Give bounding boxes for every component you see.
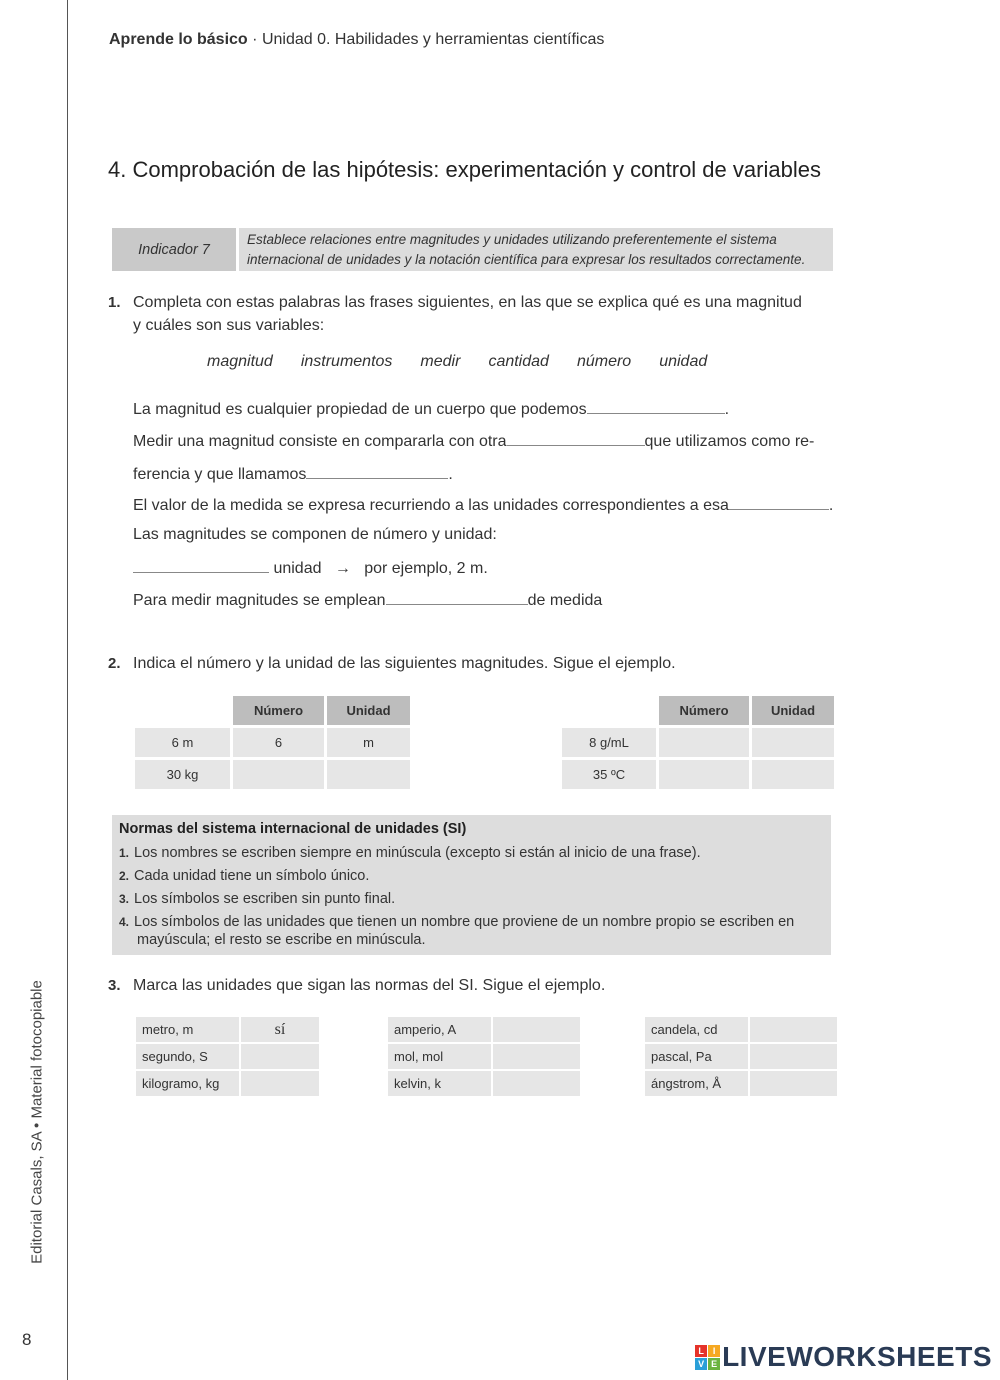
unit-name: segundo, S xyxy=(136,1044,239,1069)
unit-name: metro, m xyxy=(136,1017,239,1042)
word-bank-item: instrumentos xyxy=(300,353,393,370)
mark-input[interactable] xyxy=(493,1071,580,1096)
example-answer: sí xyxy=(241,1017,319,1042)
magnitude-table-left xyxy=(132,693,413,792)
word-bank xyxy=(207,353,707,371)
header-unidad: Unidad xyxy=(327,696,410,725)
logo-icon: L I V E xyxy=(695,1345,720,1370)
answer-blank[interactable] xyxy=(133,558,269,573)
margin-line xyxy=(67,0,68,1380)
unit-name: amperio, A xyxy=(388,1017,491,1042)
q1-prompt xyxy=(133,291,802,337)
norm-item: 1. Los nombres se escriben siempre en minúscula (excepto si están al inicio de una frase). xyxy=(119,845,701,861)
unit-name: ángstrom, Å xyxy=(645,1071,748,1096)
answer-blank[interactable] xyxy=(729,495,829,510)
header-section: Aprende lo básico xyxy=(109,31,248,48)
unit-input[interactable] xyxy=(752,728,834,757)
norm-item: 2. Cada unidad tiene un símbolo único. xyxy=(119,868,370,884)
word-bank-item: cantidad xyxy=(488,353,549,370)
mark-input[interactable] xyxy=(750,1017,837,1042)
unit-name: candela, cd xyxy=(645,1017,748,1042)
table-row xyxy=(135,760,410,789)
mark-input[interactable] xyxy=(493,1017,580,1042)
q3-prompt: Marca las unidades que sigan las normas del SI. Sigue el ejemplo. xyxy=(133,977,606,994)
header-numero: Número xyxy=(659,696,749,725)
answer-blank[interactable] xyxy=(306,464,448,479)
arrow-icon: → xyxy=(334,560,351,577)
table-row xyxy=(645,1044,837,1069)
norm-item-continued: mayúscula; el resto se escribe en minúscula. xyxy=(137,932,426,948)
answer-blank[interactable] xyxy=(507,431,645,446)
sentence-4: El valor de la medida se expresa recurriendo a las unidades correspondientes a esa . xyxy=(133,497,834,514)
units-table-1 xyxy=(134,1015,321,1098)
word-bank-item: magnitud xyxy=(207,353,273,370)
q2-prompt: Indica el número y la unidad de las siguientes magnitudes. Sigue el ejemplo. xyxy=(133,655,676,672)
table-row xyxy=(645,1071,837,1096)
liveworksheets-logo xyxy=(695,1341,992,1373)
sidebar-credit: Editorial Casals, SA • Material fotocopiable xyxy=(28,980,46,1264)
table-row xyxy=(388,1017,580,1042)
table-row xyxy=(136,1044,319,1069)
sentence-7: Para medir magnitudes se emplean de medida xyxy=(133,592,603,609)
section-title: 4. Comprobación de las hipótesis: experimentación y control de variables xyxy=(108,157,821,182)
table-row xyxy=(562,760,834,789)
logo-text: LIVEWORKSHEETS xyxy=(722,1341,992,1372)
indicator-box xyxy=(112,228,833,271)
number-input[interactable] xyxy=(659,760,749,789)
sentence-2: Medir una magnitud consiste en compararla con otra que utilizamos como re- xyxy=(133,433,815,450)
indicator-line-1: Establece relaciones entre magnitudes y unidades utilizando preferentemente el sistema xyxy=(247,232,777,247)
word-bank-item: medir xyxy=(420,353,461,370)
table-row xyxy=(388,1044,580,1069)
number-input[interactable] xyxy=(233,760,324,789)
unit-name: mol, mol xyxy=(388,1044,491,1069)
number-cell: 6 xyxy=(233,728,324,757)
magnitude-cell: 8 g/mL xyxy=(562,728,656,757)
table-row xyxy=(645,1017,837,1042)
sentence-6: unidad → por ejemplo, 2 m. xyxy=(133,558,488,578)
header-numero: Número xyxy=(233,696,324,725)
sentence-1: La magnitud es cualquier propiedad de un cuerpo que podemos . xyxy=(133,401,730,418)
page-header xyxy=(109,31,604,49)
mark-input[interactable] xyxy=(241,1071,319,1096)
mark-input[interactable] xyxy=(750,1044,837,1069)
units-table-2 xyxy=(386,1015,582,1098)
magnitude-cell: 6 m xyxy=(135,728,230,757)
units-table-3 xyxy=(643,1015,839,1098)
indicator-label: Indicador 7 xyxy=(112,228,236,271)
unit-cell: m xyxy=(327,728,410,757)
sentence-5: Las magnitudes se componen de número y unidad: xyxy=(133,526,497,543)
sentence-3: ferencia y que llamamos . xyxy=(133,466,453,483)
unit-name: kilogramo, kg xyxy=(136,1071,239,1096)
unit-name: pascal, Pa xyxy=(645,1044,748,1069)
indicator-text xyxy=(239,228,833,271)
mark-input[interactable] xyxy=(493,1044,580,1069)
word-bank-item: unidad xyxy=(659,353,708,370)
norms-title: Normas del sistema internacional de unidades (SI) xyxy=(119,821,467,837)
q1-number: 1. xyxy=(108,294,121,311)
unit-name: kelvin, k xyxy=(388,1071,491,1096)
q1-line-2: y cuáles son sus variables: xyxy=(133,317,325,334)
answer-blank[interactable] xyxy=(386,590,528,605)
magnitude-cell: 35 ºC xyxy=(562,760,656,789)
header-unit: Unidad 0. Habilidades y herramientas científicas xyxy=(261,31,605,48)
q1-line-1: Completa con estas palabras las frases siguientes, en las que se explica qué es una magnitud xyxy=(133,294,802,311)
mark-input[interactable] xyxy=(750,1071,837,1096)
unit-input[interactable] xyxy=(752,760,834,789)
norm-item: 4. Los símbolos de las unidades que tienen un nombre que proviene de un nombre propio se escriben en xyxy=(119,914,795,930)
q2-number: 2. xyxy=(108,655,121,672)
unit-input[interactable] xyxy=(327,760,410,789)
table-row xyxy=(136,1071,319,1096)
magnitude-cell: 30 kg xyxy=(135,760,230,789)
table-row xyxy=(388,1071,580,1096)
number-input[interactable] xyxy=(659,728,749,757)
header-unidad: Unidad xyxy=(752,696,834,725)
q3-number: 3. xyxy=(108,977,121,994)
si-norms-box xyxy=(112,815,831,955)
word-bank-item: número xyxy=(576,353,632,370)
answer-blank[interactable] xyxy=(587,399,725,414)
table-row xyxy=(135,728,410,757)
mark-input[interactable] xyxy=(241,1044,319,1069)
table-row xyxy=(136,1017,319,1042)
page-number: 8 xyxy=(22,1330,32,1349)
header-dot: · xyxy=(252,31,258,48)
norm-item: 3. Los símbolos se escriben sin punto final. xyxy=(119,891,396,907)
indicator-line-2: internacional de unidades y la notación científica para expresar los resultados correctamente. xyxy=(247,252,806,267)
magnitude-table-right xyxy=(559,693,837,792)
table-row xyxy=(562,728,834,757)
